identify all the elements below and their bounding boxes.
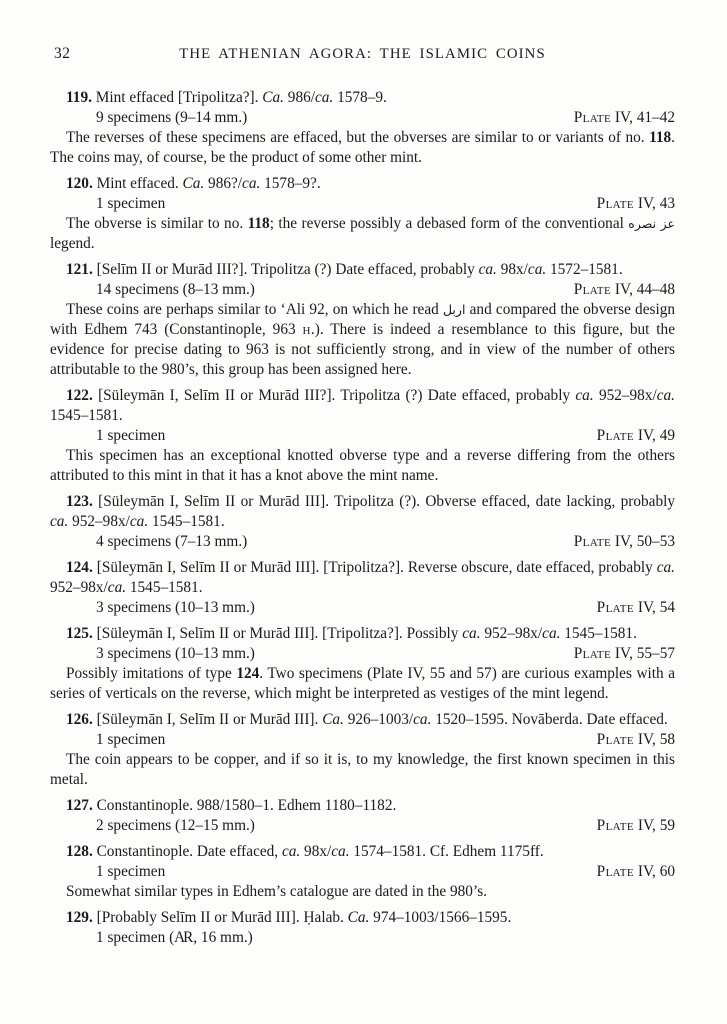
text-segment: ca. xyxy=(281,843,301,860)
text-segment: [Süleymān I, Selīm II or Murād III]. [Tripolitza?]. Reverse obscure, date effaced, probably xyxy=(92,559,657,576)
text-segment: 125. xyxy=(66,625,93,642)
text-segment: 1 specimen xyxy=(96,863,166,880)
arabic-legend-text: عز نصره xyxy=(628,216,675,231)
text-segment: 98x/ xyxy=(300,843,332,860)
entry-heading xyxy=(50,260,675,280)
text-segment: 1 specimen xyxy=(96,731,166,748)
catalog-entry xyxy=(50,492,675,552)
text-segment: IV, 49 xyxy=(634,427,675,444)
plate-reference xyxy=(574,108,675,128)
specimen-count xyxy=(96,426,165,446)
text-segment: ca. xyxy=(242,175,261,192)
text-segment: [Selīm II or Murād III?]. Tripolitza (?) Date effaced, probably xyxy=(92,261,479,278)
plate-reference xyxy=(597,862,675,882)
text-segment: 118 xyxy=(649,129,672,146)
text-segment: 974–1003/1566–1595. xyxy=(369,909,512,926)
text-segment: 2 specimens (12–15 mm.) xyxy=(96,817,255,834)
text-segment: [Süleymān I, Selīm II or Murād III]. [Tripolitza?]. Possibly xyxy=(92,625,463,642)
page-header xyxy=(50,44,675,66)
entry-heading xyxy=(50,174,675,194)
text-segment: Plate xyxy=(573,109,612,126)
text-segment: . Two specimens (Plate IV, 55 and 57) are curious examples with a series of verticals on the reverse, which might be interpreted as vestiges of the mint legend. xyxy=(50,665,675,702)
text-segment: IV, 43 xyxy=(634,195,675,212)
text-segment: 1545–1581. xyxy=(560,625,637,642)
catalog-entry xyxy=(50,260,675,380)
text-segment: Constantinople. Date effaced, xyxy=(92,843,282,860)
text-segment: The reverses of these specimens are effaced, but the obverses are similar to or variants of no. xyxy=(66,129,650,146)
text-segment: 118 xyxy=(247,215,270,232)
text-segment: [Süleymān I, Selīm II or Murād III]. Tripolitza (?). Obverse effaced, date lacking, probably xyxy=(92,493,675,510)
plate-reference xyxy=(597,426,675,446)
plate-reference xyxy=(597,816,675,836)
text-segment: Plate xyxy=(596,427,635,444)
specimen-count xyxy=(96,280,255,300)
text-segment: 926–1003/ xyxy=(343,711,414,728)
entry-heading xyxy=(50,386,675,426)
arabic-legend-text: اربل xyxy=(442,302,466,317)
text-segment: Plate xyxy=(596,599,635,616)
catalog-entry xyxy=(50,624,675,704)
catalog-entry xyxy=(50,88,675,168)
text-segment: ca. xyxy=(575,387,594,404)
text-segment: AR xyxy=(174,929,192,946)
catalog-entry xyxy=(50,558,675,618)
text-segment: ca. xyxy=(315,89,334,106)
specimen-count xyxy=(96,816,255,836)
specimen-line xyxy=(50,730,675,750)
entry-heading xyxy=(50,796,675,816)
plate-reference xyxy=(574,644,675,664)
text-segment: ; the reverse possibly a debased form of the conventional xyxy=(269,215,629,232)
plate-reference xyxy=(574,280,675,300)
text-segment: This specimen has an exceptional knotted obverse type and a reverse differing from the others attributed to this mint in that it has a knot above the mint name. xyxy=(50,447,675,484)
text-segment: [Süleymān I, Selīm II or Murād III?]. Tripolitza (?) Date effaced, probably xyxy=(92,387,576,404)
specimen-count xyxy=(96,644,255,664)
text-segment: Plate xyxy=(573,533,612,550)
catalog-entry xyxy=(50,174,675,254)
text-segment: Mint effaced. xyxy=(92,175,183,192)
catalog-entry xyxy=(50,710,675,790)
text-segment: 129. xyxy=(66,909,93,926)
plate-reference xyxy=(597,730,675,750)
text-segment: 1572–1581. xyxy=(546,261,623,278)
text-segment: These coins are perhaps similar to ‘Ali 92, on which he read xyxy=(66,301,443,318)
catalog-entry xyxy=(50,386,675,486)
plate-reference xyxy=(574,532,675,552)
text-segment: Somewhat similar types in Edhem’s catalogue are dated in the 980’s. xyxy=(66,883,487,900)
text-segment: Constantinople. 988/1580–1. Edhem 1180–1182. xyxy=(92,797,397,814)
text-segment: and compared the obverse design with Edhem 743 (Constantinople, 963 xyxy=(50,301,675,338)
text-segment: 1578–9. xyxy=(333,89,387,106)
plate-reference xyxy=(597,194,675,214)
text-segment: The coin appears to be copper, and if so it is, to my knowledge, the first known specimen in this metal. xyxy=(50,751,675,788)
text-segment: Plate xyxy=(596,863,635,880)
text-segment: ca. xyxy=(542,625,561,642)
text-segment: Ca. xyxy=(262,89,284,106)
page-number: 32 xyxy=(54,45,71,62)
text-segment: Plate xyxy=(596,817,635,834)
text-segment: 126. xyxy=(66,711,93,728)
text-segment: IV, 50–53 xyxy=(611,533,675,550)
text-segment: ca. xyxy=(462,625,481,642)
text-segment: ca. xyxy=(656,559,675,576)
entry-heading xyxy=(50,842,675,862)
entry-paragraph xyxy=(50,446,675,486)
specimen-line xyxy=(50,816,675,836)
specimen-count xyxy=(96,598,255,618)
text-segment: , 16 mm.) xyxy=(193,929,253,946)
entry-heading xyxy=(50,88,675,108)
text-segment: 1545–1581. xyxy=(50,407,123,424)
text-segment: 986?/ xyxy=(204,175,243,192)
text-segment: ca. xyxy=(413,711,432,728)
text-segment: 1 specimen xyxy=(96,427,166,444)
specimen-line xyxy=(50,280,675,300)
text-segment: 122. xyxy=(66,387,93,404)
text-segment: Mint effaced [Tripolitza?]. xyxy=(91,89,263,106)
text-segment: IV, 44–48 xyxy=(611,281,675,298)
text-segment: Ca. xyxy=(322,711,344,728)
text-segment: IV, 55–57 xyxy=(611,645,675,662)
text-segment: 1545–1581. xyxy=(126,579,203,596)
text-segment: 4 specimens (7–13 mm.) xyxy=(96,533,248,550)
specimen-count xyxy=(96,194,165,214)
text-segment: [Süleymān I, Selīm II or Murād III]. xyxy=(92,711,323,728)
catalog-entry xyxy=(50,842,675,902)
text-segment: ca. xyxy=(527,261,547,278)
catalog-entry xyxy=(50,908,675,948)
text-segment: 1574–1581. Cf. Edhem 1175ff. xyxy=(349,843,544,860)
text-segment: h xyxy=(302,321,311,338)
catalog-entry xyxy=(50,796,675,836)
text-segment: IV, 59 xyxy=(634,817,675,834)
entry-paragraph xyxy=(50,664,675,704)
text-segment: Possibly imitations of type xyxy=(66,665,237,682)
specimen-line xyxy=(50,108,675,128)
text-segment: 123. xyxy=(66,493,93,510)
specimen-line xyxy=(50,532,675,552)
text-segment: The obverse is similar to no. xyxy=(66,215,248,232)
entry-heading xyxy=(50,624,675,644)
text-segment: 952–98x/ xyxy=(50,579,108,596)
text-segment: Plate xyxy=(596,195,635,212)
specimen-count xyxy=(96,108,247,128)
text-segment: 127. xyxy=(66,797,93,814)
text-segment: ca. xyxy=(50,513,69,530)
text-segment: 1520–1595. Novāberda. Date effaced. xyxy=(431,711,668,728)
text-segment: 1578–9?. xyxy=(260,175,321,192)
specimen-count xyxy=(96,928,253,948)
text-segment: 952–98x/ xyxy=(68,513,130,530)
text-segment: Ca. xyxy=(182,175,205,192)
text-segment: ca. xyxy=(656,387,675,404)
text-segment: . The coins may, of course, be the product of some other mint. xyxy=(50,129,675,166)
text-segment: 98x/ xyxy=(496,261,528,278)
text-segment: IV, 60 xyxy=(634,863,675,880)
text-segment: 1545–1581. xyxy=(148,513,225,530)
text-segment: ca. xyxy=(478,261,497,278)
entry-paragraph xyxy=(50,750,675,790)
text-segment: 1 specimen ( xyxy=(96,929,175,946)
text-segment: [Probably Selīm II or Murād III]. Ḥalab. xyxy=(92,909,348,926)
plate-reference xyxy=(597,598,675,618)
text-segment: legend. xyxy=(50,235,95,252)
specimen-count xyxy=(96,862,165,882)
text-segment: ca. xyxy=(107,579,127,596)
text-segment: 124 xyxy=(236,665,260,682)
entry-heading xyxy=(50,710,675,730)
text-segment: 128. xyxy=(66,843,93,860)
entry-paragraph xyxy=(50,214,675,254)
text-segment: Plate xyxy=(596,731,635,748)
text-segment: 121. xyxy=(66,261,93,278)
specimen-count xyxy=(96,730,165,750)
text-segment: 14 specimens (8–13 mm.) xyxy=(96,281,255,298)
specimen-line xyxy=(50,426,675,446)
specimen-line xyxy=(50,862,675,882)
entry-heading xyxy=(50,558,675,598)
text-segment: ca. xyxy=(331,843,350,860)
text-segment: 1 specimen xyxy=(96,195,166,212)
catalog-entries xyxy=(50,88,675,948)
text-segment: 124. xyxy=(66,559,93,576)
text-segment: IV, 58 xyxy=(634,731,675,748)
text-segment: 3 specimens (10–13 mm.) xyxy=(96,645,255,662)
text-segment: IV, 54 xyxy=(634,599,675,616)
text-segment: 986/ xyxy=(283,89,315,106)
text-segment: ca. xyxy=(129,513,149,530)
text-segment: 120. xyxy=(66,175,93,192)
entry-paragraph xyxy=(50,300,675,380)
text-segment: 119. xyxy=(66,89,92,106)
text-segment: Ca. xyxy=(347,909,370,926)
entry-heading xyxy=(50,908,675,928)
specimen-line xyxy=(50,598,675,618)
specimen-line xyxy=(50,644,675,664)
text-segment: Plate xyxy=(573,645,612,662)
text-segment: 952–98x/ xyxy=(480,625,543,642)
text-segment: IV, 41–42 xyxy=(611,109,675,126)
text-segment: 9 specimens (9–14 mm.) xyxy=(96,109,248,126)
text-segment: 952–98x/ xyxy=(593,387,657,404)
running-title: THE ATHENIAN AGORA: THE ISLAMIC COINS xyxy=(179,46,546,62)
specimen-line xyxy=(50,194,675,214)
specimen-count xyxy=(96,532,247,552)
text-segment: 3 specimens (10–13 mm.) xyxy=(96,599,255,616)
text-segment: Plate xyxy=(573,281,612,298)
specimen-line xyxy=(50,928,675,948)
text-segment: .). There is indeed a resemblance to this figure, but the evidence for precise dating to 963 is not sufficiently strong, and in view of the number of others attributable to the 980’s, this group has been assigned here. xyxy=(50,321,675,378)
entry-heading xyxy=(50,492,675,532)
entry-paragraph xyxy=(50,882,675,902)
entry-paragraph xyxy=(50,128,675,168)
